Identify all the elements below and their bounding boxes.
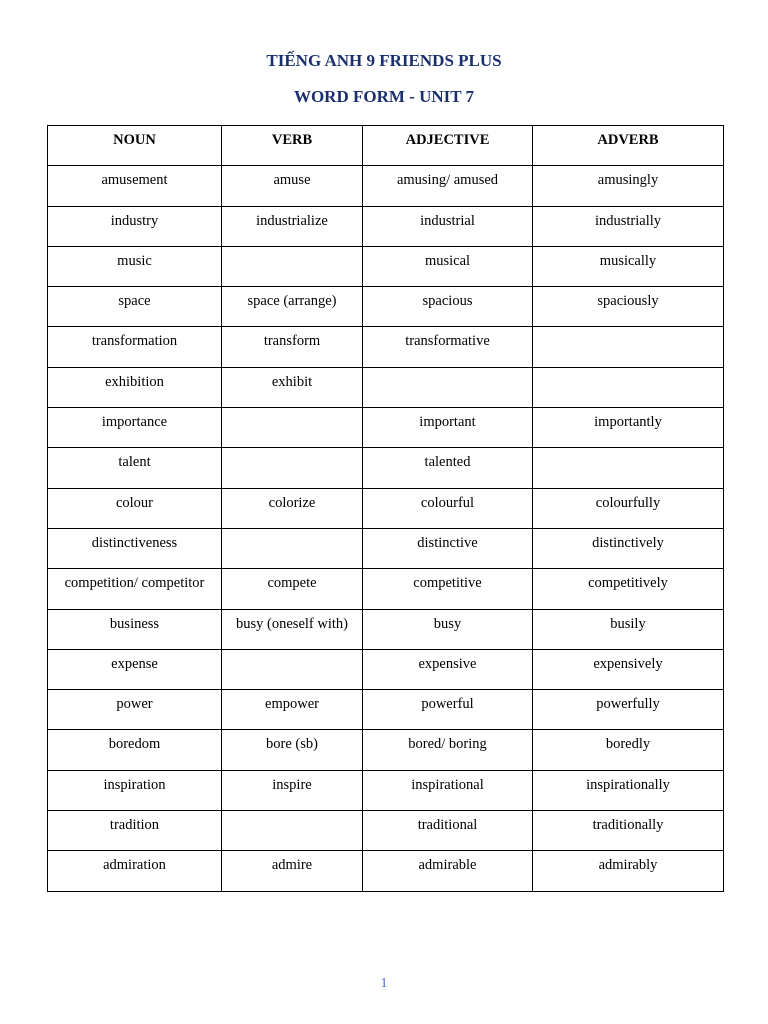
cell-adjective: inspirational xyxy=(363,770,533,810)
cell-noun: talent xyxy=(48,448,222,488)
cell-noun: music xyxy=(48,246,222,286)
cell-adjective: traditional xyxy=(363,811,533,851)
document-subtitle: WORD FORM - UNIT 7 xyxy=(293,87,475,106)
cell-noun: business xyxy=(48,609,222,649)
cell-adverb: boredly xyxy=(533,730,724,770)
cell-verb: compete xyxy=(222,569,363,609)
cell-noun: power xyxy=(48,690,222,730)
cell-noun: industry xyxy=(48,206,222,246)
cell-adjective: powerful xyxy=(363,690,533,730)
cell-adjective: industrial xyxy=(363,206,533,246)
cell-noun: transformation xyxy=(48,327,222,367)
cell-noun: distinctiveness xyxy=(48,528,222,568)
cell-verb xyxy=(222,448,363,488)
cell-adjective: important xyxy=(363,408,533,448)
column-header-adverb: ADVERB xyxy=(533,126,724,166)
cell-verb xyxy=(222,649,363,689)
cell-noun: colour xyxy=(48,488,222,528)
table-body xyxy=(48,166,724,891)
cell-verb xyxy=(222,811,363,851)
cell-noun: importance xyxy=(48,408,222,448)
cell-verb xyxy=(222,246,363,286)
cell-adjective: talented xyxy=(363,448,533,488)
cell-adverb: importantly xyxy=(533,408,724,448)
header-row xyxy=(48,126,724,166)
cell-adverb: spaciously xyxy=(533,287,724,327)
cell-verb: space (arrange) xyxy=(222,287,363,327)
cell-adverb: musically xyxy=(533,246,724,286)
document-title: TIẾNG ANH 9 FRIENDS PLUS xyxy=(266,51,502,70)
cell-noun: tradition xyxy=(48,811,222,851)
cell-verb: busy (oneself with) xyxy=(222,609,363,649)
table-row xyxy=(48,367,724,407)
table-row xyxy=(48,408,724,448)
cell-noun: expense xyxy=(48,649,222,689)
table-row xyxy=(48,166,724,206)
table-row xyxy=(48,649,724,689)
cell-noun: inspiration xyxy=(48,770,222,810)
table-row xyxy=(48,327,724,367)
table-row xyxy=(48,730,724,770)
table-header xyxy=(48,126,724,166)
cell-adjective xyxy=(363,367,533,407)
cell-noun: boredom xyxy=(48,730,222,770)
cell-adverb: traditionally xyxy=(533,811,724,851)
table-row xyxy=(48,609,724,649)
cell-verb: empower xyxy=(222,690,363,730)
cell-adjective: musical xyxy=(363,246,533,286)
cell-verb: inspire xyxy=(222,770,363,810)
table-row xyxy=(48,690,724,730)
cell-verb xyxy=(222,408,363,448)
cell-adjective: expensive xyxy=(363,649,533,689)
cell-noun: space xyxy=(48,287,222,327)
cell-verb: exhibit xyxy=(222,367,363,407)
cell-verb xyxy=(222,528,363,568)
cell-adverb: expensively xyxy=(533,649,724,689)
table-row xyxy=(48,287,724,327)
cell-adjective: bored/ boring xyxy=(363,730,533,770)
cell-adverb: amusingly xyxy=(533,166,724,206)
cell-adverb: powerfully xyxy=(533,690,724,730)
table-row xyxy=(48,851,724,891)
cell-noun: amusement xyxy=(48,166,222,206)
cell-adjective: spacious xyxy=(363,287,533,327)
cell-adverb: admirably xyxy=(533,851,724,891)
table-row xyxy=(48,569,724,609)
table-row xyxy=(48,770,724,810)
cell-adjective: competitive xyxy=(363,569,533,609)
cell-adjective: colourful xyxy=(363,488,533,528)
cell-adjective: admirable xyxy=(363,851,533,891)
cell-verb: industrialize xyxy=(222,206,363,246)
cell-adverb xyxy=(533,448,724,488)
cell-adverb: competitively xyxy=(533,569,724,609)
cell-noun: admiration xyxy=(48,851,222,891)
cell-adverb: colourfully xyxy=(533,488,724,528)
cell-verb: colorize xyxy=(222,488,363,528)
table-row xyxy=(48,448,724,488)
column-header-noun: NOUN xyxy=(48,126,222,166)
page-number: 1 xyxy=(380,976,388,991)
cell-adjective: amusing/ amused xyxy=(363,166,533,206)
table-row xyxy=(48,206,724,246)
cell-verb: admire xyxy=(222,851,363,891)
cell-adverb: industrially xyxy=(533,206,724,246)
cell-noun: exhibition xyxy=(48,367,222,407)
cell-noun: competition/ competitor xyxy=(48,569,222,609)
cell-adverb xyxy=(533,327,724,367)
column-header-verb: VERB xyxy=(222,126,363,166)
column-header-adjective: ADJECTIVE xyxy=(363,126,533,166)
cell-verb: amuse xyxy=(222,166,363,206)
cell-verb: bore (sb) xyxy=(222,730,363,770)
cell-verb: transform xyxy=(222,327,363,367)
cell-adverb: inspirationally xyxy=(533,770,724,810)
table-row xyxy=(48,488,724,528)
cell-adjective: busy xyxy=(363,609,533,649)
cell-adverb: distinctively xyxy=(533,528,724,568)
cell-adverb: busily xyxy=(533,609,724,649)
table-row xyxy=(48,246,724,286)
table-row xyxy=(48,528,724,568)
cell-adjective: distinctive xyxy=(363,528,533,568)
cell-adverb xyxy=(533,367,724,407)
word-form-table xyxy=(47,125,724,892)
table-row xyxy=(48,811,724,851)
cell-adjective: transformative xyxy=(363,327,533,367)
